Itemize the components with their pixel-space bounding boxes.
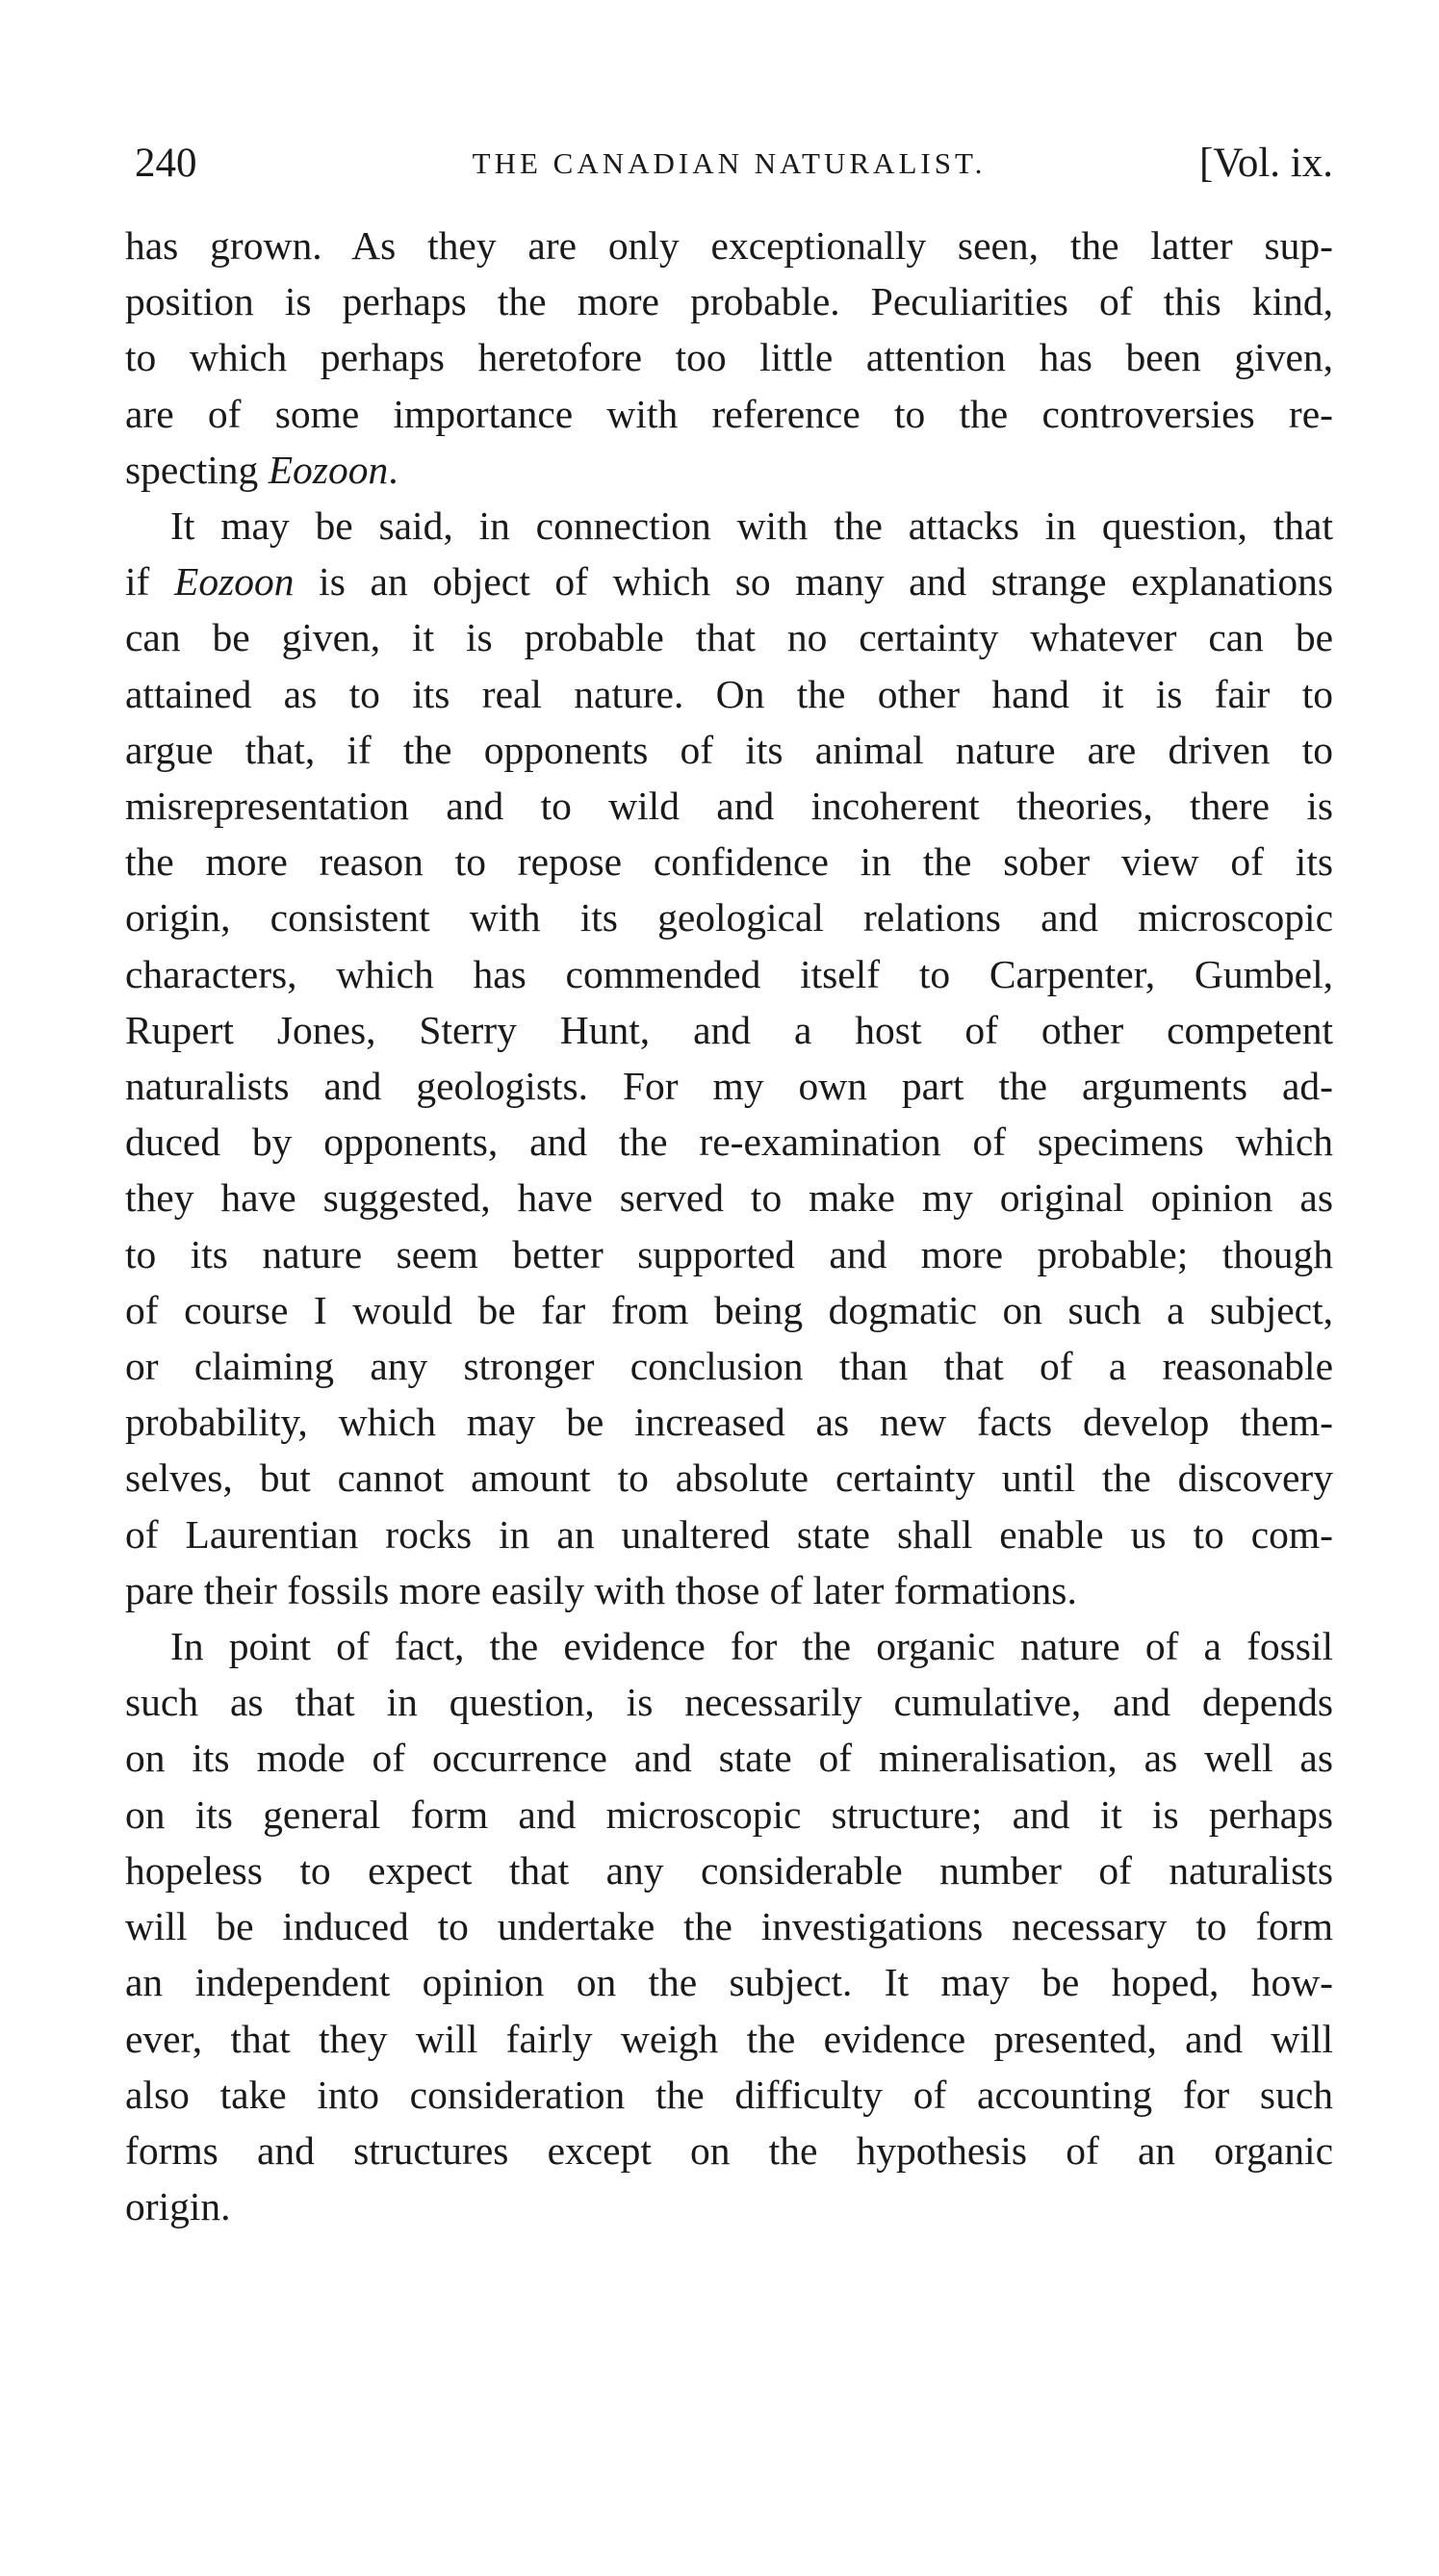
text-line: naturalists and geologists. For my own part the arguments ad- <box>125 1064 1333 1109</box>
text-line: argue that, if the opponents of its animal nature are driven to <box>125 727 1333 772</box>
text-fragment: specting <box>125 447 269 492</box>
text-fragment: is an object of which so many and strange explanations <box>294 559 1333 605</box>
text-line: duced by opponents, and the re-examination of specimens which <box>125 1120 1333 1165</box>
text-line: pare their fossils more easily with those of later formations. <box>125 1567 1077 1612</box>
text-line: hopeless to expect that any considerable number of naturalists <box>125 1847 1333 1893</box>
text-line: In point of fact, the evidence for the organic nature of a fossil <box>170 1624 1333 1669</box>
paragraph-2 <box>125 498 1333 1618</box>
text-line <box>125 554 1333 609</box>
text-fragment: if <box>125 559 175 605</box>
page-number: 240 <box>135 141 197 186</box>
text-line: on its general form and microscopic structure; and it is perhaps <box>125 1791 1333 1837</box>
text-line: of Laurentian rocks in an unaltered state shall enable us to com- <box>125 1511 1333 1557</box>
text-line: of course I would be far from being dogmatic on such a subject, <box>125 1287 1333 1332</box>
text-line: probability, which may be increased as new facts develop them- <box>125 1400 1333 1445</box>
text-line: characters, which has commended itself to Carpenter, Gumbel, <box>125 951 1333 996</box>
italic-term: Eozoon <box>174 559 295 605</box>
text-line: misrepresentation and to wild and incoherent theories, there is <box>125 784 1333 829</box>
text-line: such as that in question, is necessarily cumulative, and depends <box>125 1680 1333 1725</box>
journal-title: THE CANADIAN NATURALIST. <box>472 146 987 180</box>
text-line: It may be said, in connection with the attacks in question, that <box>170 503 1333 549</box>
volume-label: [Vol. ix. <box>1199 141 1333 186</box>
text-line: or claiming any stronger conclusion than that of a reasonable <box>125 1344 1333 1389</box>
text-line: selves, but cannot amount to absolute certainty until the discovery <box>125 1455 1333 1501</box>
text-line: forms and structures except on the hypothesis of an organic <box>125 2127 1333 2173</box>
text-line: to its nature seem better supported and more probable; though <box>125 1231 1333 1276</box>
italic-term: Eozoon <box>268 447 389 492</box>
text-line: Rupert Jones, Sterry Hunt, and a host of other competent <box>125 1007 1333 1052</box>
text-line: are of some importance with reference to the controversies re- <box>125 391 1333 436</box>
body-text <box>125 218 1333 2234</box>
paragraph-1 <box>125 218 1333 498</box>
text-line: they have suggested, have served to make my original opinion as <box>125 1175 1333 1221</box>
text-line: an independent opinion on the subject. It may be hoped, how- <box>125 1960 1333 2005</box>
text-line: origin. <box>125 2184 231 2229</box>
text-line: on its mode of occurrence and state of mineralisation, as well as <box>125 1736 1333 1781</box>
text-line: can be given, it is probable that no certainty whatever can be <box>125 615 1333 660</box>
text-line: origin, consistent with its geological relations and microscopic <box>125 895 1333 940</box>
text-line: the more reason to repose confidence in the sober view of its <box>125 839 1333 885</box>
text-line: ever, that they will fairly weigh the evidence presented, and will <box>125 2016 1333 2061</box>
text-line: will be induced to undertake the investigations necessary to form <box>125 1904 1333 1949</box>
text-line: has grown. As they are only exceptionally seen, the latter sup- <box>125 223 1333 268</box>
paragraph-3 <box>125 1618 1333 2234</box>
running-head <box>125 135 1333 193</box>
text-line: also take into consideration the difficulty of accounting for such <box>125 2072 1333 2117</box>
text-line: to which perhaps heretofore too little attention has been given, <box>125 335 1333 380</box>
text-line <box>125 442 1333 498</box>
text-line: position is perhaps the more probable. Peculiarities of this kind, <box>125 279 1333 324</box>
text-line: attained as to its real nature. On the other hand it is fair to <box>125 671 1333 716</box>
text-fragment: . <box>388 447 398 492</box>
book-page <box>125 135 1333 2234</box>
